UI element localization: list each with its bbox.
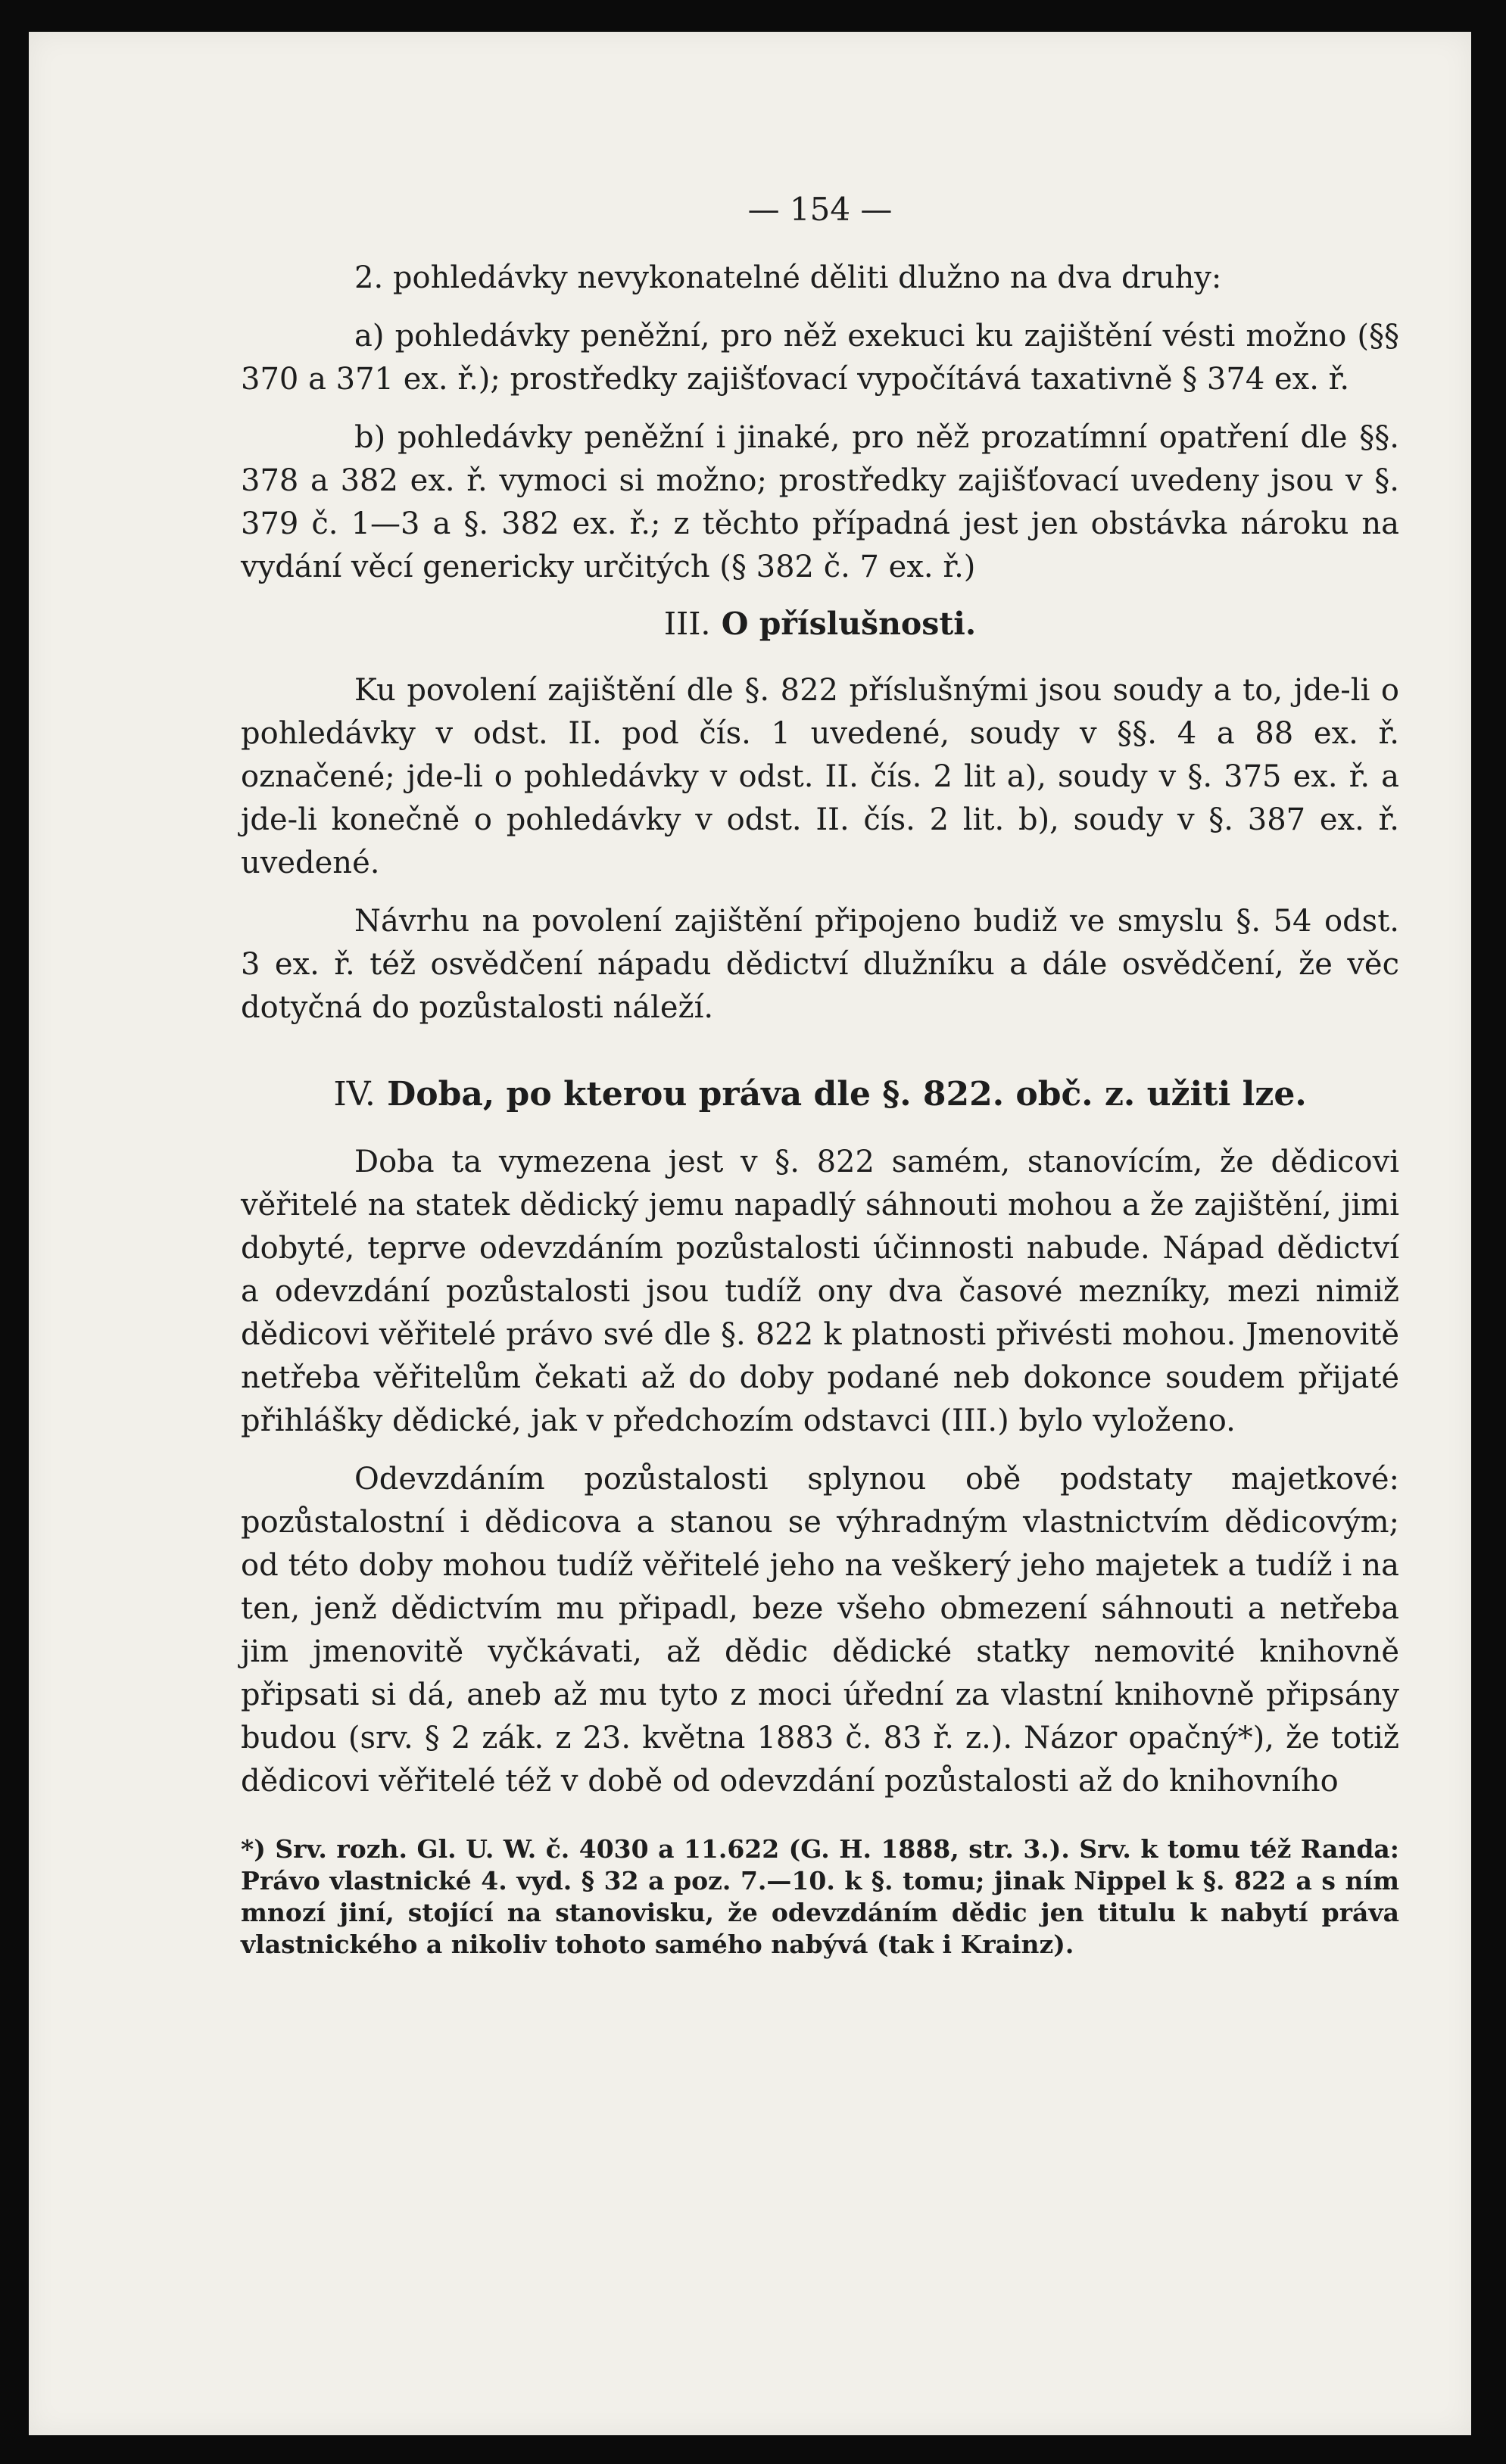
section-title-iv: Doba, po kterou práva dle §. 822. obč. z. užiti lze. <box>387 1075 1307 1114</box>
page-content <box>241 191 1399 1961</box>
section-heading-iii <box>241 606 1399 642</box>
page-number: — 154 — <box>747 191 893 228</box>
paragraph-debts-nonenforceable: 2. pohledávky nevykonatelné děliti dlužno na dva druhy: <box>354 260 1222 295</box>
section-number-iv: IV. <box>333 1075 376 1114</box>
paragraph-monetary-debts: a) pohledávky peněžní, pro něž exekuci ku zajištění vésti možno (§§ 370 a 371 ex. ř.); prostředky zajišťovací vypočítává taxativně § 374 ex. ř. <box>241 319 1399 397</box>
paragraph-period: Doba ta vymezena jest v §. 822 samém, stanovícím, že dědicovi věřitelé na statek dědický jemu napadlý sáhnouti mohou a že zajištění, jimi dobyté, teprve odevzdáním pozůstalosti účinnosti nabude. Nápad dědictví a odevzdání pozůstalosti jsou tudíž ony dva časové mezníky, mezi nimiž dědicovi věřitelé právo své dle §. 822 k platnosti přivésti mohou. Jmenovitě netřeba věřitelům čekati až do doby podané neb dokonce soudem přijaté přihlášky dědické, jak v předchozím odstavci (III.) bylo vyloženo. <box>241 1145 1399 1438</box>
section-number-iii: III. <box>663 606 711 642</box>
paragraph-jurisdiction: Ku povolení zajištění dle §. 822 příslušnými jsou soudy a to, jde-li o pohledávky v odst. II. pod čís. 1 uvedené, soudy v §§. 4 a 88 ex. ř. označené; jde-li o pohledávky v odst. II. čís. 2 lit a), soudy v §. 375 ex. ř. a jde-li konečně o pohledávky v odst. II. čís. 2 lit. b), soudy v §. 387 ex. ř. uvedené. <box>241 673 1399 880</box>
paragraph-proposal: Návrhu na povolení zajištění připojeno budiž ve smyslu §. 54 odst. 3 ex. ř. též osvědčení nápadu dědictví dlužníku a dále osvědčení, že věc dotyčná do pozůstalosti náleží. <box>241 904 1399 1025</box>
footnote-1: *) Srv. rozh. Gl. U. W. č. 4030 a 11.622 (G. H. 1888, str. 3.). Srv. k tomu též Randa: Právo vlastnické 4. vyd. § 32 a poz. 7.—10. k §. tomu; jinak Nippel k §. 822 a s ním mnozí jiní, stojící na stanovisku, že odevzdáním dědic jen titulu k nabytí práva vlastnického a nikoliv tohoto samého nabývá (tak i Krainz). <box>241 1834 1399 1959</box>
section-heading-iv <box>241 1075 1399 1114</box>
footnotes <box>241 1833 1399 1961</box>
section-title-iii: O příslušnosti. <box>721 606 977 642</box>
paragraph-other-debts: b) pohledávky peněžní i jinaké, pro něž prozatímní opatření dle §§. 378 a 382 ex. ř. vymoci si možno; prostředky zajišťovací uvedeny jsou v §. 379 č. 1—3 a §. 382 ex. ř.; z těchto případná jest jen obstávka nároku na vydání věcí genericky určitých (§ 382 č. 7 ex. ř.) <box>241 420 1399 584</box>
page-sheet <box>29 32 1471 2435</box>
paragraph-handover: Odevzdáním pozůstalosti splynou obě podstaty majetkové: pozůstalostní i dědicova a stanou se výhradným vlastnictvím dědicovým; od této doby mohou tudíž věřitelé jeho na veškerý jeho majetek a tudíž i na ten, jenž dědictvím mu připadl, beze všeho obmezení sáhnouti a netřeba jim jmenovitě vyčkávati, až dědic dědické statky nemovité knihovně připsati si dá, aneb až mu tyto z moci úřední za vlastní knihovně připsány budou (srv. § 2 zák. z 23. května 1883 č. 83 ř. z.). Názor opačný*), že totiž dědicovi věřitelé též v době od odevzdání pozůstalosti až do knihovního <box>241 1462 1399 1799</box>
